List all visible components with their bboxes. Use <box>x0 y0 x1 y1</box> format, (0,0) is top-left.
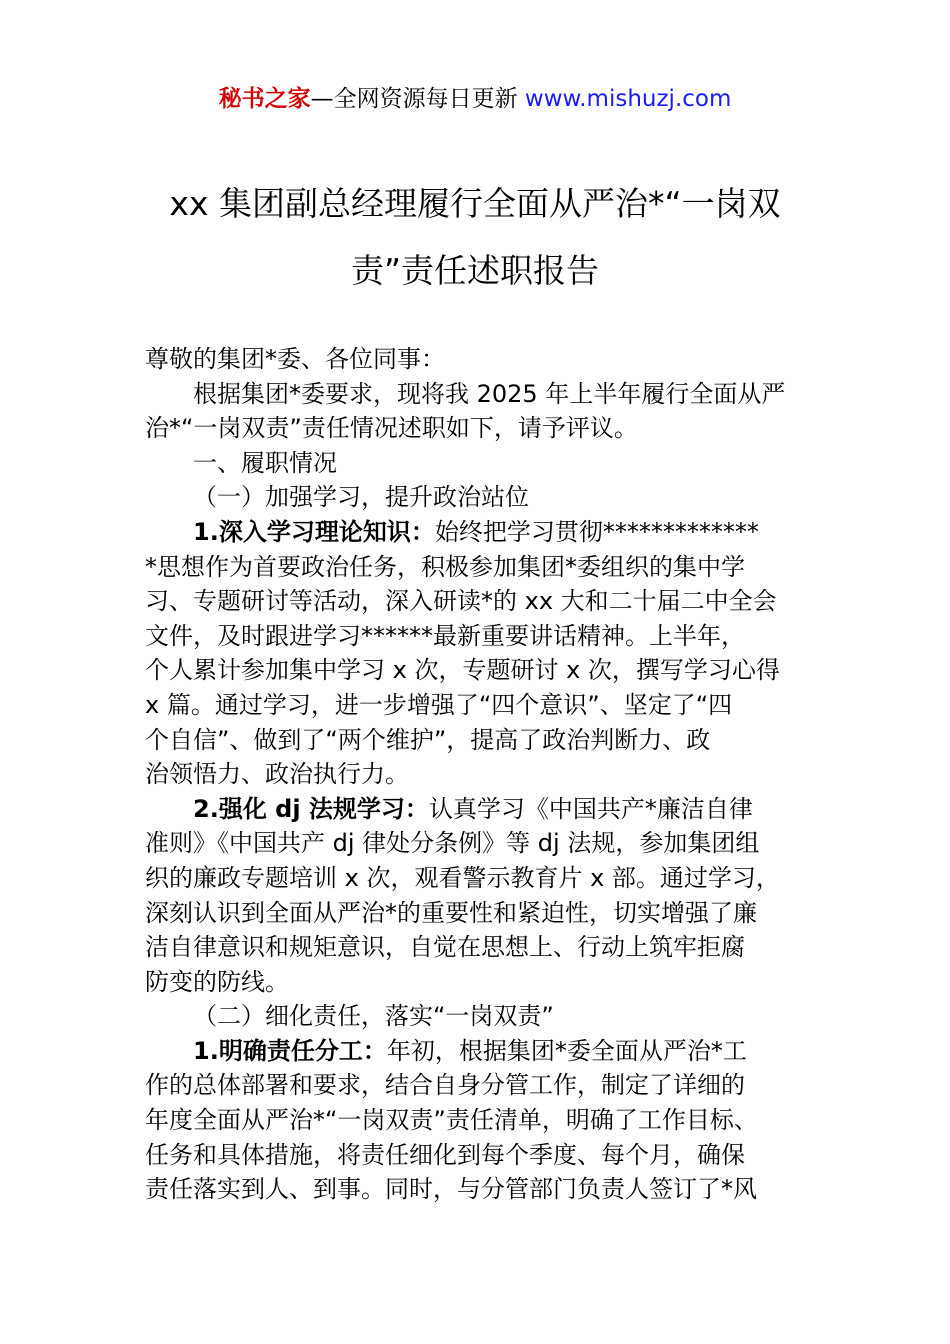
paragraph-line: x 篇。通过学习，进一步增强了“四个意识”、坚定了“四 <box>145 690 733 719</box>
paragraph-line: 任务和具体措施，将责任细化到每个季度、每个月，确保 <box>145 1140 745 1169</box>
item-text: 年初，根据集团*委全面从严治*工 <box>386 1036 747 1065</box>
brand-name: 秘书之家 <box>218 86 311 112</box>
paragraph-line: 防变的防线。 <box>145 967 289 996</box>
item-text: 始终把学习贯彻************* <box>434 517 759 546</box>
item-text: 认真学习《中国共产*廉洁自律 <box>428 794 753 823</box>
paragraph-line: 文件，及时跟进学习******最新重要讲话精神。上半年， <box>145 621 745 650</box>
item-heading: 1.深入学习理论知识： <box>193 517 435 546</box>
document-body <box>145 342 810 1207</box>
paragraph-line: 织的廉政专题培训 x 次，观看警示教育片 x 部。通过学习， <box>145 863 780 892</box>
paragraph-line: 深刻认识到全面从严治*的重要性和紧迫性，切实增强了廉 <box>145 898 757 927</box>
site-header <box>0 80 950 113</box>
paragraph-line: 准则》《中国共产 dj 律处分条例》等 dj 法规，参加集团组 <box>145 829 760 858</box>
paragraph-line: *思想作为首要政治任务，积极参加集团*委组织的集中学 <box>145 552 745 581</box>
paragraph-line <box>145 792 810 827</box>
paragraph-line: 作的总体部署和要求，结合自身分管工作，制定了详细的 <box>145 1071 745 1100</box>
paragraph-line: 个人累计参加集中学习 x 次，专题研讨 x 次，撰写学习心得 <box>145 656 780 685</box>
header-tagline: —全网资源每日更新 <box>310 86 525 112</box>
document-title-line-2: 责”责任述职报告 <box>350 251 600 290</box>
item-heading: 2.强化 dj 法规学习： <box>193 794 429 823</box>
section-heading: 一、履职情况 <box>193 448 337 477</box>
paragraph-line: 习、专题研讨等活动，深入研读*的 xx 大和二十届二中全会 <box>145 587 777 616</box>
document-title-line-1: xx 集团副总经理履行全面从严治*“一岗双 <box>169 184 781 223</box>
paragraph-line: 个自信”、做到了“两个维护”，提高了政治判断力、政 <box>145 725 711 754</box>
subsection-heading: （一）加强学习，提升政治站位 <box>193 483 529 512</box>
paragraph-line: 治*“一岗双责”责任情况述职如下，请予评议。 <box>145 414 638 443</box>
salutation: 尊敬的集团*委、各位同事： <box>145 345 445 373</box>
paragraph-line: 洁自律意识和规矩意识，自觉在思想上、行动上筑牢拒腐 <box>145 933 745 962</box>
paragraph-line: 根据集团*委要求，现将我 2025 年上半年履行全面从严 <box>193 379 786 408</box>
site-url-link[interactable]: www.mishuzj.com <box>524 86 732 112</box>
item-heading: 1.明确责任分工： <box>193 1036 387 1065</box>
paragraph-line: 年度全面从严治*“一岗双责”责任清单，明确了工作目标、 <box>145 1106 758 1135</box>
paragraph-line <box>145 1034 810 1069</box>
paragraph-line <box>145 515 810 550</box>
subsection-heading: （二）细化责任，落实“一岗双责” <box>193 1002 554 1031</box>
paragraph-line: 责任落实到人、到事。同时，与分管部门负责人签订了*风 <box>145 1175 757 1204</box>
paragraph-line: 治领悟力、政治执行力。 <box>145 760 409 789</box>
